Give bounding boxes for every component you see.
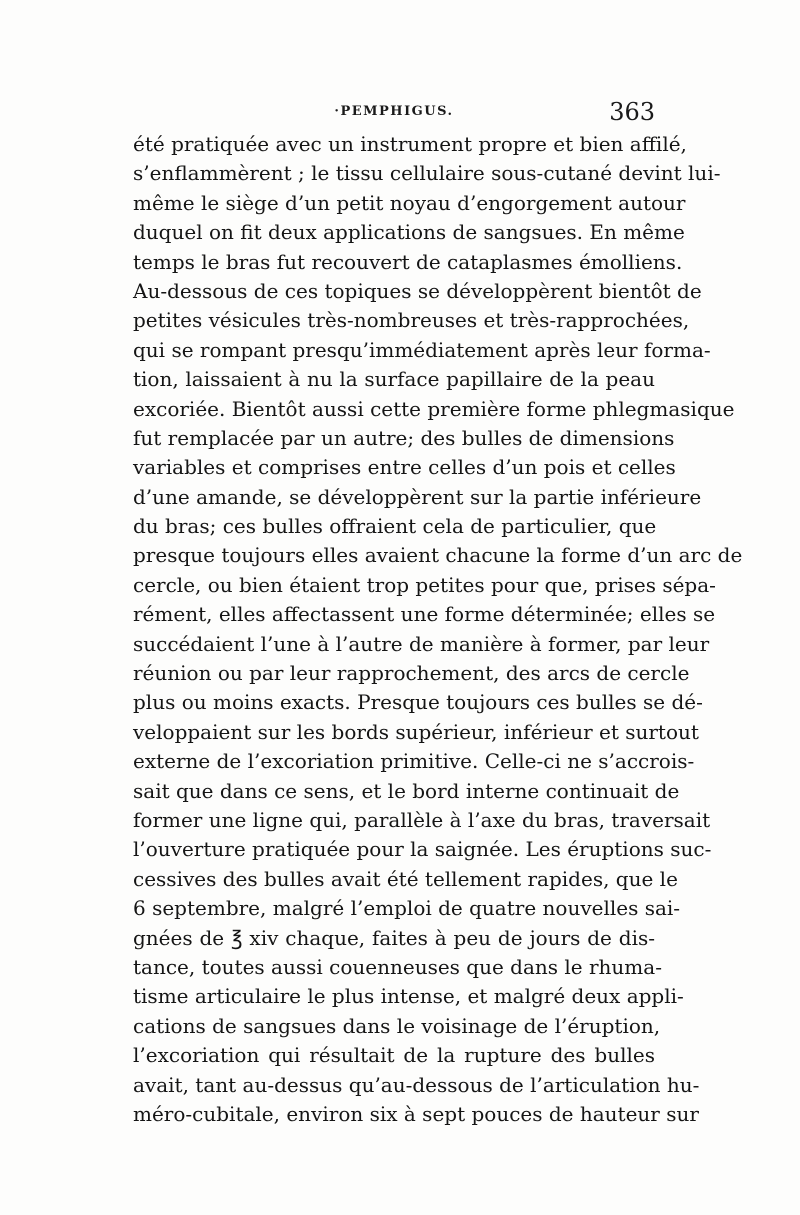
text-line: tance, toutes aussi couenneuses que dans le rhuma-	[133, 954, 662, 979]
text-line: s’enflammèrent ; le tissu cellulaire sous-cutané devint lui-	[133, 161, 721, 186]
text-line: variables et comprises entre celles d’un pois et celles	[133, 455, 676, 480]
text-line: réunion ou par leur rapprochement, des arcs de cercle	[133, 661, 690, 686]
text-line: duquel on fit deux applications de sangsues. En même	[133, 220, 685, 245]
text-line: plus ou moins exacts. Presque toujours ces bulles se dé-	[133, 690, 703, 715]
text-line: petites vésicules très-nombreuses et très-rapprochées,	[133, 308, 690, 333]
running-title: ·PEMPHIGUS.	[334, 104, 454, 119]
running-head	[133, 98, 655, 128]
text-line: sait que dans ce sens, et le bord interne continuait de	[133, 778, 680, 803]
text-line: du bras; ces bulles offraient cela de particulier, que	[133, 514, 657, 539]
page-number: 363	[609, 98, 655, 126]
body-text	[133, 130, 743, 1129]
text-line: former une ligne qui, parallèle à l’axe du bras, traversait	[133, 807, 711, 832]
text-line: d’une amande, se développèrent sur la partie inférieure	[133, 484, 702, 509]
text-line: méro-cubitale, environ six à sept pouces de hauteur sur	[133, 1101, 699, 1126]
text-line: excoriée. Bientôt aussi cette première forme phlegmasique	[133, 396, 735, 421]
text-line: Au-dessous de ces topiques se développèrent bientôt de	[133, 278, 702, 303]
text-line: été pratiquée avec un instrument propre et bien affilé,	[133, 132, 687, 156]
text-line: fut remplacée par un autre; des bulles de dimensions	[133, 425, 675, 450]
text-line: même le siège d’un petit noyau d’engorgement autour	[133, 190, 686, 215]
text-line: cercle, ou bien étaient trop petites pour que, prises sépa-	[133, 572, 716, 597]
text-line: temps le bras fut recouvert de cataplasmes émolliens.	[133, 249, 683, 274]
text-line: succédaient l’une à l’autre de manière à former, par leur	[133, 631, 710, 656]
text-line: externe de l’excoriation primitive. Celle-ci ne s’accrois-	[133, 749, 695, 774]
text-line: veloppaient sur les bords supérieur, inférieur et surtout	[133, 719, 699, 744]
text-line: 6 septembre, malgré l’emploi de quatre nouvelles sai-	[133, 896, 681, 921]
text-line: cessives des bulles avait été tellement rapides, que le	[133, 866, 678, 891]
text-line: presque toujours elles avaient chacune la forme d’un arc de	[133, 543, 743, 568]
text-line: tion, laissaient à nu la surface papillaire de la peau	[133, 367, 655, 392]
text-line: cations de sangsues dans le voisinage de l’éruption,	[133, 1013, 661, 1038]
text-line: avait, tant au-dessus qu’au-dessous de l’articulation hu-	[133, 1072, 700, 1097]
text-line: qui se rompant presqu’immédiatement après leur forma-	[133, 337, 711, 362]
text-line: gnées de ℥ xiv chaque, faites à peu de jours de dis-	[133, 925, 655, 950]
text-line: tisme articulaire le plus intense, et malgré deux appli-	[133, 984, 684, 1009]
text-line: rément, elles affectassent une forme déterminée; elles se	[133, 602, 716, 627]
text-line: l’excoriation qui résultait de la rupture des bulles	[133, 1043, 655, 1068]
text-line: l’ouverture pratiquée pour la saignée. Les éruptions suc-	[133, 837, 712, 862]
